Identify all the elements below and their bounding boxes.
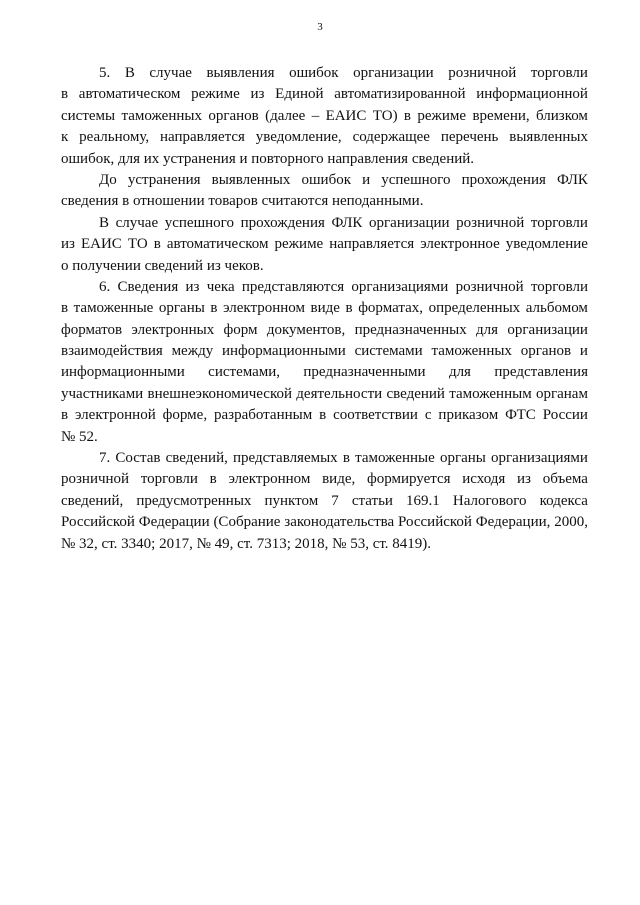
text-line: ошибок, для их устранения и повторного направления сведений. <box>61 150 475 167</box>
text-line: 6. Сведения из чека представляются организациями розничной торговли <box>99 278 588 295</box>
text-line: о получении сведений из чеков. <box>61 257 264 274</box>
text-line: системы таможенных органов (далее – ЕАИС ТО) в режиме времени, близком <box>61 107 588 124</box>
text-line: 7. Состав сведений, представляемых в таможенные органы организациями <box>99 450 588 467</box>
text-line: в автоматическом режиме из Единой автоматизированной информационной <box>61 86 588 103</box>
text-line: сведения в отношении товаров считаются неподанными. <box>61 193 424 210</box>
document-body <box>61 63 588 555</box>
text-line: сведений, предусмотренных пунктом 7 статьи 169.1 Налогового кодекса <box>61 492 588 509</box>
text-line: 5. В случае выявления ошибок организации розничной торговли <box>99 65 588 81</box>
text-line: из ЕАИС ТО в автоматическом режиме направляется электронное уведомление <box>61 236 588 253</box>
text-line: форматов электронных форм документов, предназначенных для организации <box>61 321 588 338</box>
text-line: информационными системами, предназначенными для представления <box>61 364 588 381</box>
text-line: № 52. <box>61 428 98 445</box>
text-line: Российской Федерации (Собрание законодательства Российской Федерации, 2000, <box>61 514 588 531</box>
text-line: в электронной форме, разработанным в соответствии с приказом ФТС России <box>61 407 588 424</box>
text-line: № 32, ст. 3340; 2017, № 49, ст. 7313; 2018, № 53, ст. 8419). <box>61 535 432 552</box>
text-line: До устранения выявленных ошибок и успешного прохождения ФЛК <box>99 171 588 188</box>
text-line: в таможенные органы в электронном виде в форматах, определенных альбомом <box>61 300 588 317</box>
text-line: розничной торговли в электронном виде, формируется исходя из объема <box>61 471 588 488</box>
text-line: В случае успешного прохождения ФЛК организации розничной торговли <box>99 214 588 231</box>
page-number: 3 <box>317 21 323 33</box>
text-line: участниками внешнеэкономической деятельности сведений таможенным органам <box>61 385 588 402</box>
text-line: взаимодействия между информационными системами таможенных органов и <box>61 343 588 360</box>
text-line: к реальному, направляется уведомление, содержащее перечень выявленных <box>61 129 588 146</box>
